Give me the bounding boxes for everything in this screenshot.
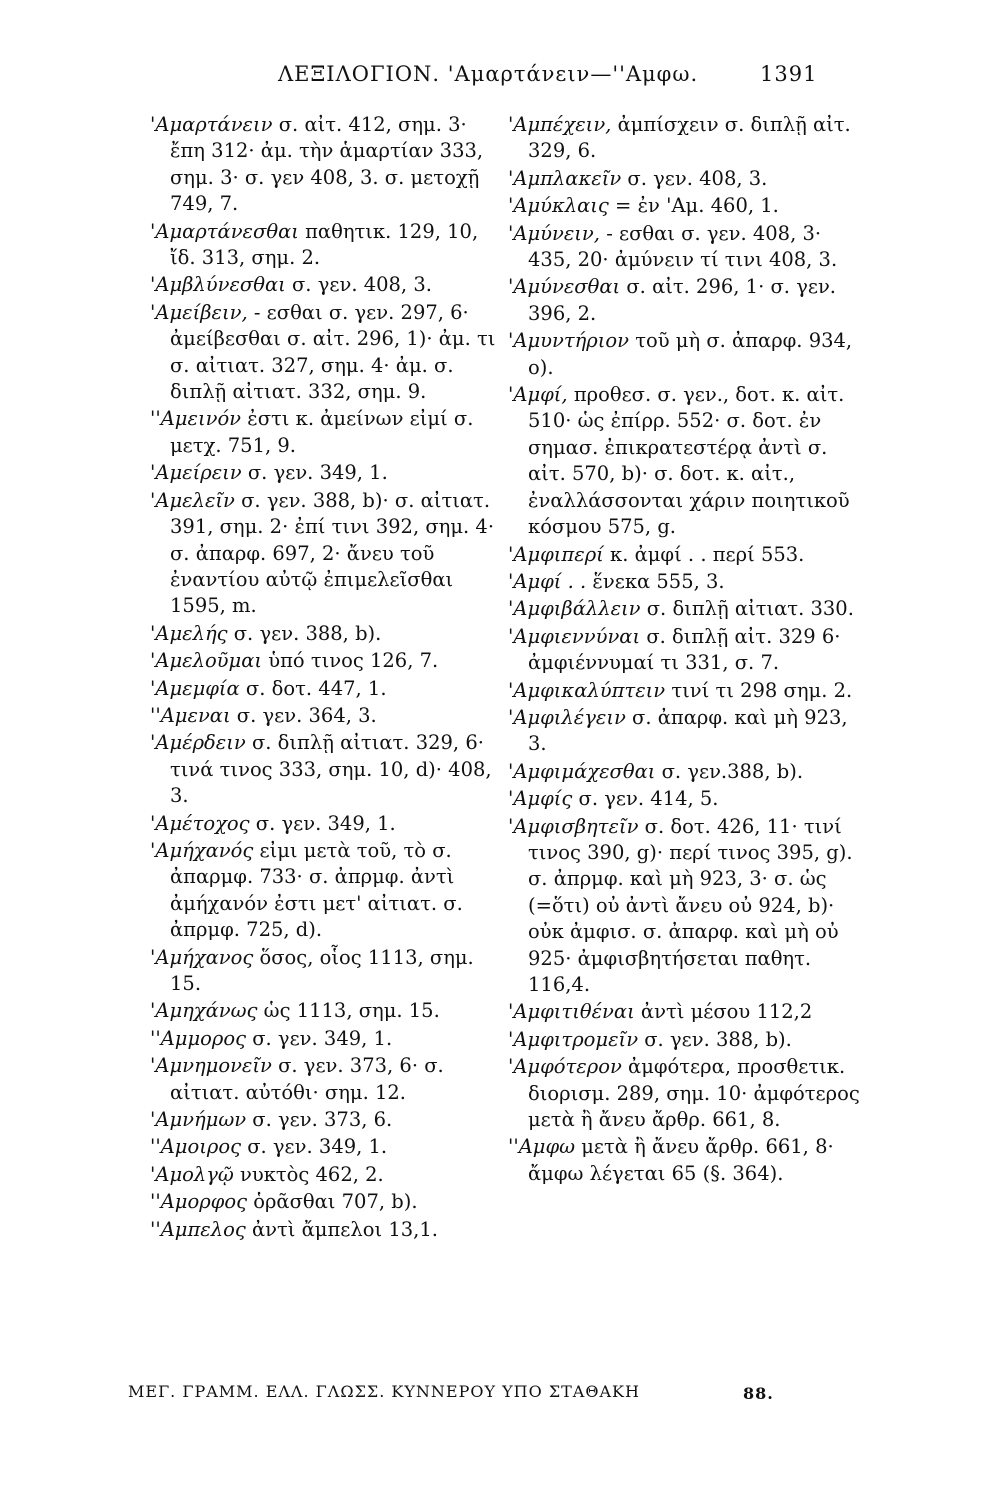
entry-headword: 'Αμολγῷ — [150, 1162, 234, 1186]
dictionary-entry — [150, 621, 505, 647]
entry-headword: 'Αμφιμάχεσθαι — [508, 759, 656, 783]
entry-definition: σ. ἀπαρφ. καὶ μὴ 923, 3. — [528, 705, 848, 756]
dictionary-entry — [150, 300, 505, 406]
entry-headword: 'Αμείβειν, — [150, 300, 248, 324]
entry-headword: 'Αμφιβάλλειν — [508, 597, 641, 621]
entry-headword: ''Αμεινόν — [150, 407, 242, 431]
dictionary-entry — [150, 838, 505, 944]
dictionary-entry — [508, 569, 868, 595]
entry-definition: σ. διπλῇ αἰτιατ. 329, 6· τινά τινος 333, σημ. 10, d)· 408, 3. — [170, 731, 492, 808]
dictionary-entry — [150, 811, 505, 837]
dictionary-entry — [508, 166, 868, 192]
entry-headword: 'Αμφότερον — [508, 1055, 622, 1079]
dictionary-entry — [508, 274, 868, 327]
entry-headword: 'Αμύνεσθαι — [508, 275, 621, 299]
entry-definition: - εσθαι σ. γεν. 297, 6· ἀμείβεσθαι σ. αἰτ. 296, 1)· ἀμ. τι σ. αἰτιατ. 327, σημ. 4· ἀμ. σ. διπλῇ αἰτιατ. 332, σημ. 9. — [170, 300, 496, 404]
dictionary-entry — [508, 1134, 868, 1187]
entry-definition: ἀμπίσχειν σ. διπλῇ αἰτ. 329, 6. — [528, 113, 851, 163]
dictionary-entry — [150, 1053, 505, 1106]
entry-definition: σ. γεν. 349, 1. — [241, 1135, 388, 1159]
dictionary-entry — [508, 678, 868, 704]
entry-headword: ''Αμοιρος — [150, 1135, 241, 1159]
entry-definition: σ. αἰτ. 296, 1· σ. γεν. 396, 2. — [528, 275, 836, 325]
entry-headword: 'Αμφιτιθέναι — [508, 1000, 635, 1024]
entry-headword: 'Αμφίς — [508, 787, 573, 811]
entry-headword: 'Αμνημονεῖν — [150, 1054, 272, 1078]
entry-headword: 'Αμείρειν — [150, 461, 242, 485]
entry-definition: ἐστι κ. ἀμείνων εἰμί σ. μετχ. 751, 9. — [170, 407, 474, 457]
entry-headword: 'Αμφισβητεῖν — [508, 814, 639, 838]
entry-definition: μετὰ ἢ ἄνευ ἄρθρ. 661, 8· ἄμφω λέγεται 65 (§. 364). — [528, 1135, 834, 1185]
entry-definition: ὡς 1113, σημ. 15. — [257, 999, 440, 1023]
dictionary-entry — [150, 676, 505, 702]
entry-definition: κ. ἀμφί . . περί 553. — [603, 542, 805, 566]
entry-definition: σ. γεν. 364, 3. — [230, 703, 377, 727]
entry-definition: σ. γεν.388, b). — [655, 759, 804, 783]
dictionary-entry — [150, 945, 505, 998]
running-title: ΛΕΞΙΛΟΓΙΟΝ. 'Αμαρτάνειν—''Αμφω. — [278, 62, 699, 86]
entry-definition: - εσθαι σ. γεν. 408, 3· 435, 20· ἀμύνειν τί τινι 408, 3. — [528, 221, 838, 272]
entry-definition: νυκτὸς 462, 2. — [233, 1162, 384, 1186]
dictionary-entry — [508, 112, 868, 165]
dictionary-entry — [508, 596, 868, 622]
entry-definition: σ. γεν. 373, 6· σ. αἰτιατ. αὐτόθι· σημ. 12. — [170, 1054, 444, 1104]
dictionary-entry — [508, 1054, 868, 1133]
entry-definition: ἀντὶ ἄμπελοι 13,1. — [245, 1217, 438, 1241]
entry-definition: σ. γεν. 349, 1. — [246, 1026, 393, 1050]
entry-headword: 'Αμφιεννύναι — [508, 624, 641, 648]
dictionary-entry — [150, 1162, 505, 1188]
entry-definition: σ. αἰτ. 412, σημ. 3· ἔπη 312· ἀμ. τὴν ἁμαρτίαν 333, σημ. 3· σ. γεν 408, 3. σ. μετοχῇ 749, 7. — [170, 113, 484, 216]
dictionary-entry — [150, 112, 505, 218]
dictionary-entry — [150, 730, 505, 809]
dictionary-entry — [508, 814, 868, 999]
dictionary-entry — [508, 705, 868, 758]
sheet-number: 88. — [743, 1384, 774, 1403]
dictionary-entry — [508, 193, 868, 219]
dictionary-entry — [508, 786, 868, 812]
entry-definition: σ. γεν. 414, 5. — [572, 787, 719, 811]
dictionary-entry — [150, 1217, 505, 1243]
entry-headword: ''Αμεναι — [150, 703, 231, 727]
entry-definition: τοῦ μὴ σ. ἀπαρφ. 934, o). — [528, 329, 853, 379]
entry-definition: τινί τι 298 σημ. 2. — [665, 678, 853, 702]
dictionary-entry — [508, 382, 868, 540]
entry-definition: σ. γεν. 388, b). — [227, 621, 382, 645]
entry-definition: ἀντὶ μέσου 112,2 — [634, 1000, 813, 1024]
dictionary-entry — [150, 1189, 505, 1215]
entry-headword: 'Αμύνειν, — [508, 221, 600, 245]
dictionary-entry — [150, 219, 505, 272]
entry-definition: = ἐν 'Αμ. 460, 1. — [608, 194, 779, 218]
entry-definition: σ. διπλῇ αἰτ. 329 6· ἀμφιέννυμαί τι 331, σ. 7. — [528, 624, 841, 675]
entry-headword: 'Αμέρδειν — [150, 731, 246, 755]
entry-definition: σ. γεν. 349, 1. — [249, 811, 396, 835]
entry-headword: 'Αμνήμων — [150, 1108, 247, 1132]
right-column — [508, 112, 868, 1188]
entry-definition: σ. γεν. 373, 6. — [246, 1108, 393, 1132]
entry-definition: ὁρᾶσθαι 707, b). — [247, 1190, 418, 1214]
entry-headword: 'Αμεμφία — [150, 676, 240, 700]
dictionary-entry — [508, 542, 868, 568]
entry-definition: σ. γεν. 408, 3. — [285, 273, 432, 297]
entry-headword: 'Αμυντήριον — [508, 329, 629, 353]
dictionary-entry — [508, 328, 868, 381]
entry-headword: 'Αμφικαλύπτειν — [508, 678, 666, 702]
entry-headword: 'Αμφί, — [508, 383, 568, 407]
dictionary-entry — [150, 703, 505, 729]
entry-definition: σ. γεν. 408, 3. — [621, 166, 768, 190]
entry-definition: σ. δοτ. 426, 11· τινί τινος 390, g)· περί τινος 395, g). σ. ἀπρμφ. καὶ μὴ 923, 3· σ. ὡς (=ὅτι) οὐ ἀντὶ ἄνευ οὐ 924, b)· οὐκ ἀμφισ. σ. ἀπαρφ. καὶ μὴ οὐ 925· ἀμφισβητήσεται παθητ. 116,4. — [528, 814, 853, 996]
dictionary-entry — [150, 648, 505, 674]
entry-definition: ἀμφότερα, προσθετικ. διορισμ. 289, σημ. 10· ἀμφότερος μετὰ ἢ ἄνευ ἄρθρ. 661, 8. — [528, 1055, 860, 1132]
dictionary-entry — [150, 460, 505, 486]
entry-definition: σ. διπλῇ αἰτιατ. 330. — [640, 597, 854, 621]
entry-headword: ''Αμπελος — [150, 1217, 246, 1241]
dictionary-entry — [150, 1107, 505, 1133]
entry-headword: ''Αμορφος — [150, 1190, 247, 1214]
dictionary-entry — [508, 759, 868, 785]
entry-headword: 'Αμελοῦμαι — [150, 649, 263, 673]
dictionary-entry — [150, 272, 505, 298]
entry-headword: 'Αμφιπερί — [508, 542, 604, 566]
page-number: 1391 — [760, 62, 818, 86]
entry-headword: ''Αμφω — [508, 1135, 576, 1159]
dictionary-entry — [508, 1027, 868, 1053]
entry-definition: σ. γεν. 388, b). — [638, 1027, 792, 1051]
dictionary-entry — [150, 998, 505, 1024]
entry-definition: προθεσ. σ. γεν., δοτ. κ. αἰτ. 510· ὡς ἐπίρρ. 552· σ. δοτ. ἐν σημασ. ἐπικρατεστέρᾳ ἀντὶ σ. αἰτ. 570, b)· σ. δοτ. κ. αἰτ., ἐναλλάσσονται χάριν ποιητικοῦ κόσμου 575, g. — [528, 383, 850, 539]
dictionary-entry — [150, 1026, 505, 1052]
entry-headword: 'Αμήχανος — [150, 945, 254, 969]
entry-headword: 'Αμαρτάνειν — [150, 113, 273, 136]
entry-definition: ἕνεκα 555, 3. — [586, 569, 725, 593]
dictionary-entry — [150, 406, 505, 459]
dictionary-entry — [150, 488, 505, 620]
dictionary-entry — [508, 624, 868, 677]
entry-headword: 'Αμαρτάνεσθαι — [150, 219, 299, 243]
entry-definition: σ. δοτ. 447, 1. — [239, 676, 387, 700]
entry-headword: 'Αμβλύνεσθαι — [150, 273, 286, 297]
entry-headword: 'Αμφιλέγειν — [508, 705, 626, 729]
entry-definition: ὅσος, οἷος 1113, σημ. 15. — [170, 945, 474, 995]
entry-definition: παθητικ. 129, 10, ἴδ. 313, σημ. 2. — [170, 219, 479, 270]
entry-headword: 'Αμελεῖν — [150, 488, 235, 512]
entry-headword: 'Αμφιτρομεῖν — [508, 1027, 639, 1051]
entry-headword: 'Αμπλακεῖν — [508, 166, 622, 190]
entry-definition: σ. γεν. 388, b)· σ. αἰτιατ. 391, σημ. 2· ἐπί τινι 392, σημ. 4· σ. ἀπαρφ. 697, 2· ἄνευ τοῦ ἐναντίου αὐτῷ ἐπιμελεῖσθαι 1595, m. — [170, 488, 495, 618]
entry-headword: 'Αμήχανός — [150, 838, 254, 862]
entry-headword: ''Αμμορος — [150, 1026, 247, 1050]
dictionary-entry — [508, 999, 868, 1025]
entry-headword: 'Αμέτοχος — [150, 811, 250, 835]
printer-signature: ΜΕΓ. ΓΡΑΜΜ. ΕΛΛ. ΓΛΩΣΣ. ΚΥΝΝΕΡΟΥ ΥΠΟ ΣΤΑΘΑΚΗ — [128, 1382, 640, 1401]
entry-headword: 'Αμπέχειν, — [508, 113, 612, 136]
dictionary-entry — [150, 1134, 505, 1160]
entry-definition: εἰμι μετὰ τοῦ, τὸ σ. ἀπαρμφ. 733· σ. ἀπρμφ. ἀντὶ ἀμήχανόν ἐστι μετ' αἰτιατ. σ. ἀπρμφ. 725, d). — [170, 838, 463, 942]
entry-headword: 'Αμηχάνως — [150, 999, 258, 1023]
entry-headword: 'Αμύκλαις — [508, 194, 609, 218]
entry-definition: σ. γεν. 349, 1. — [241, 461, 388, 485]
entry-headword: 'Αμελής — [150, 621, 228, 645]
entry-headword: 'Αμφί . . — [508, 569, 587, 593]
entry-definition: ὑπό τινος 126, 7. — [262, 649, 439, 673]
left-column — [150, 112, 505, 1244]
dictionary-entry — [508, 221, 868, 274]
